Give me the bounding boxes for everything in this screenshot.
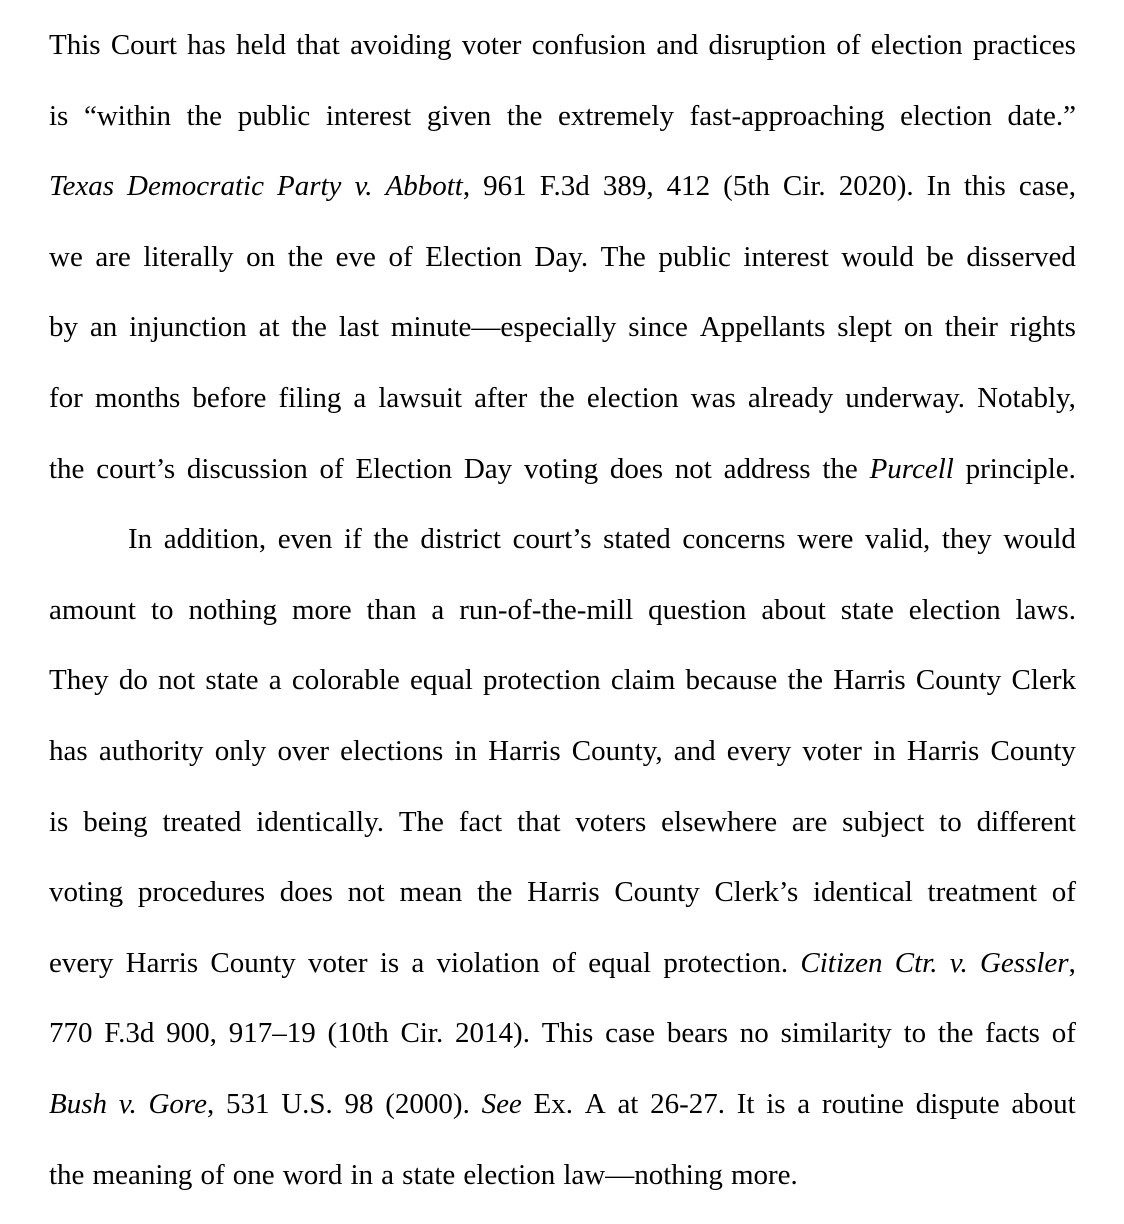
word: district [420, 518, 501, 589]
word: interest [743, 236, 828, 307]
word: discussion [187, 448, 308, 519]
word: procedures [138, 871, 265, 942]
word: about [761, 589, 825, 660]
italic-word: v. [950, 942, 968, 1013]
word: election [900, 95, 992, 166]
word: Cir. [401, 1012, 444, 1083]
word: law—nothing [563, 1154, 723, 1224]
word: for [49, 377, 83, 448]
word: state [402, 1154, 455, 1224]
word: of [201, 1154, 225, 1224]
word: Day [464, 448, 512, 519]
word: voting [524, 448, 598, 519]
italic-word: Citizen [800, 942, 882, 1013]
word: This [49, 24, 101, 95]
word: fact [459, 801, 502, 872]
word: Harris [833, 659, 905, 730]
word: Harris [126, 942, 198, 1013]
text-line [49, 518, 1076, 589]
word: the [938, 1012, 973, 1083]
word: is [380, 942, 399, 1013]
word: protection. [663, 942, 788, 1013]
word: different [977, 801, 1076, 872]
word: 2014). [455, 1012, 530, 1083]
word: of [320, 448, 344, 519]
word: County [991, 730, 1076, 801]
word: 961 [483, 165, 527, 236]
word: the [288, 236, 323, 307]
word: of [552, 942, 576, 1013]
word: identically. [256, 801, 384, 872]
word: is [49, 801, 68, 872]
text-line [49, 236, 1076, 307]
word: facts [985, 1012, 1040, 1083]
word: the [788, 659, 823, 730]
word: 900, [166, 1012, 217, 1083]
word: would [1003, 518, 1076, 589]
italic-word: Purcell [870, 448, 954, 519]
word: colorable [292, 659, 400, 730]
word: held [236, 24, 286, 95]
word: of [1052, 1012, 1076, 1083]
word: “within [84, 95, 171, 166]
word: every [49, 942, 113, 1013]
word: Election [425, 236, 522, 307]
italic-word: Bush [49, 1083, 107, 1154]
text-line [49, 24, 1076, 95]
word: 98 [345, 1083, 374, 1154]
text-line [49, 942, 1076, 1013]
word: to [904, 1012, 927, 1083]
word: and [656, 24, 698, 95]
word: In [927, 165, 951, 236]
word: of [388, 236, 412, 307]
word: , [463, 170, 470, 202]
word: 917–19 [229, 1012, 316, 1083]
text-line [49, 871, 1076, 942]
word: voter [802, 730, 862, 801]
text-line [49, 448, 1076, 519]
word: the [477, 871, 512, 942]
word: months [95, 377, 180, 448]
word: the [539, 377, 574, 448]
word: (2000). [385, 1083, 470, 1154]
word: over [277, 730, 329, 801]
word: to [151, 589, 174, 660]
word: of [836, 24, 860, 95]
word: The [601, 236, 646, 307]
word: state [841, 589, 894, 660]
word: being [83, 801, 147, 872]
word: on [246, 236, 275, 307]
word: on [904, 306, 933, 377]
word: even [278, 518, 333, 589]
word: since [628, 306, 688, 377]
word: than [367, 589, 417, 660]
word: stated [603, 518, 671, 589]
word: elsewhere [661, 801, 777, 872]
word: were [797, 518, 853, 589]
word: more. [731, 1154, 798, 1224]
word: voters [575, 801, 646, 872]
word: case, [1019, 165, 1076, 236]
word: a [797, 1083, 810, 1154]
word: every [727, 730, 791, 801]
word: protection [483, 659, 601, 730]
word: a [269, 659, 282, 730]
word: Harris [488, 730, 560, 801]
word: literally [143, 236, 233, 307]
word: election [587, 377, 679, 448]
document-page [49, 24, 1076, 1224]
word: Day. [534, 236, 588, 307]
word: Court [111, 24, 177, 95]
word: fast-approaching [690, 95, 885, 166]
word: The [399, 801, 444, 872]
italic-word: Party [277, 165, 341, 236]
word: court’s [96, 448, 175, 519]
word: Ex. [534, 1083, 573, 1154]
word: principle. [966, 448, 1076, 519]
word: is [766, 1083, 785, 1154]
word: a [431, 589, 444, 660]
word: laws. [1016, 589, 1076, 660]
word: interest [326, 95, 411, 166]
italic-word: Gessler [980, 947, 1069, 979]
word: F.3d [540, 165, 590, 236]
word: about [1011, 1083, 1075, 1154]
word: at [259, 306, 280, 377]
word: does [280, 871, 333, 942]
word: an [90, 306, 117, 377]
word: voting [49, 871, 123, 942]
word: court’s [513, 518, 592, 589]
word: a [411, 942, 424, 1013]
word: state [205, 659, 258, 730]
word: the [822, 448, 857, 519]
word: one [233, 1154, 275, 1224]
word: Appellants [700, 306, 826, 377]
word: address [724, 448, 811, 519]
word: avoiding [350, 24, 452, 95]
word: similarity [781, 1012, 892, 1083]
word: (5th [723, 165, 770, 236]
italic-word: Abbott [386, 170, 463, 202]
word: injunction [129, 306, 247, 377]
word: do [119, 659, 148, 730]
word: County, [572, 730, 663, 801]
italic-word: Ctr. [895, 942, 938, 1013]
word-group [148, 1083, 214, 1154]
word: be [926, 236, 953, 307]
word: slept [837, 306, 892, 377]
text-line [49, 1083, 1076, 1154]
word: their [945, 306, 998, 377]
word: A [585, 1083, 606, 1154]
word: 412 [667, 165, 711, 236]
word: County [614, 871, 699, 942]
word: that [517, 801, 561, 872]
word: 389, [603, 165, 654, 236]
word: subject [842, 801, 924, 872]
word: a [381, 1154, 394, 1224]
italic-word: Democratic [127, 165, 264, 236]
text-line [49, 801, 1076, 872]
word: County [916, 659, 1001, 730]
word: U.S. [281, 1083, 333, 1154]
word: word [283, 1154, 343, 1224]
word: this [964, 165, 1006, 236]
word: given [427, 95, 491, 166]
word: voter [308, 942, 368, 1013]
italic-word: Texas [49, 165, 114, 236]
word: not [348, 871, 385, 942]
word: violation [437, 942, 540, 1013]
word: a [353, 377, 366, 448]
word: disserved [966, 236, 1076, 307]
text-line [49, 1154, 1076, 1224]
word: minute—especially [391, 306, 617, 377]
word: if [344, 518, 362, 589]
word: Election [355, 448, 452, 519]
word: eve [336, 236, 376, 307]
word: 770 [49, 1012, 93, 1083]
word: not [158, 659, 195, 730]
word: equal [410, 659, 473, 730]
word: claim [611, 659, 675, 730]
italic-word: Gore [148, 1088, 207, 1120]
word: treatment [928, 871, 1038, 942]
word: we [49, 236, 83, 307]
word: Harris [527, 871, 599, 942]
word: not [675, 448, 712, 519]
word: Cir. [783, 165, 826, 236]
word: Clerk [1012, 659, 1076, 730]
word: They [49, 659, 109, 730]
word: the [373, 518, 408, 589]
word: mean [399, 871, 462, 942]
word: elections [340, 730, 443, 801]
word: extremely [558, 95, 674, 166]
word: Harris [907, 730, 979, 801]
word: by [49, 306, 78, 377]
text-line [49, 659, 1076, 730]
word: case [605, 1012, 655, 1083]
word: nothing [188, 589, 277, 660]
word: routine [822, 1083, 904, 1154]
word: 2020). [839, 165, 914, 236]
word: the [291, 306, 326, 377]
word: meaning [93, 1154, 193, 1224]
word: the [49, 448, 84, 519]
word: has [49, 730, 88, 801]
text-line [49, 730, 1076, 801]
word: , [207, 1088, 214, 1120]
word: bears [667, 1012, 728, 1083]
word: has [187, 24, 226, 95]
word: lawsuit [378, 377, 462, 448]
word: F.3d [104, 1012, 154, 1083]
word: County [210, 942, 295, 1013]
italic-word: v. [119, 1083, 137, 1154]
word: It [737, 1083, 755, 1154]
word: disruption [708, 24, 826, 95]
italic-word: See [482, 1083, 522, 1154]
word: to [939, 801, 962, 872]
word: would [841, 236, 914, 307]
word: are [792, 801, 827, 872]
word: public [658, 236, 731, 307]
word: in [454, 730, 477, 801]
word: Notably, [977, 377, 1076, 448]
text-line [49, 306, 1076, 377]
word: voter [462, 24, 522, 95]
word: authority [99, 730, 204, 801]
word: they [942, 518, 992, 589]
word: amount [49, 589, 136, 660]
text-line [49, 165, 1076, 236]
text-line [49, 589, 1076, 660]
word: filing [278, 377, 341, 448]
word: and [674, 730, 716, 801]
text-line [49, 377, 1076, 448]
word: only [215, 730, 267, 801]
word: in [873, 730, 896, 801]
word: question [648, 589, 746, 660]
word: does [610, 448, 663, 519]
word: of [1052, 871, 1076, 942]
word: 531 [226, 1083, 270, 1154]
word: practices [973, 24, 1076, 95]
word: was [691, 377, 736, 448]
word: before [192, 377, 266, 448]
word: date.” [1008, 95, 1076, 166]
word: that [296, 24, 340, 95]
word: election [909, 589, 1001, 660]
word-group [980, 942, 1076, 1013]
word-group [386, 165, 471, 236]
word: election [463, 1154, 555, 1224]
word: is [49, 95, 68, 166]
word: the [187, 95, 222, 166]
word: the [49, 1154, 84, 1224]
word: are [95, 236, 130, 307]
word: underway. [845, 377, 965, 448]
word: run-of-the-mill [459, 589, 633, 660]
italic-word: v. [354, 165, 372, 236]
word: public [238, 95, 311, 166]
word: no [740, 1012, 769, 1083]
word: after [474, 377, 527, 448]
word: already [748, 377, 833, 448]
word: This [542, 1012, 594, 1083]
word: confusion [532, 24, 646, 95]
word: Clerk’s [714, 871, 798, 942]
word: election [871, 24, 963, 95]
word: addition, [164, 518, 266, 589]
word: the [507, 95, 542, 166]
word: treated [162, 801, 241, 872]
word: rights [1010, 306, 1076, 377]
word: dispute [916, 1083, 1000, 1154]
word: 26-27. [650, 1083, 725, 1154]
word: in [351, 1154, 374, 1224]
word: concerns [682, 518, 785, 589]
word: because [686, 659, 778, 730]
word: equal [588, 942, 651, 1013]
text-line [49, 95, 1076, 166]
word: at [617, 1083, 638, 1154]
word: valid, [865, 518, 930, 589]
word: In [128, 518, 152, 589]
word: more [292, 589, 352, 660]
word: last [339, 306, 379, 377]
text-line [49, 1012, 1076, 1083]
word: identical [813, 871, 913, 942]
word: (10th [328, 1012, 389, 1083]
word: , [1069, 947, 1076, 979]
